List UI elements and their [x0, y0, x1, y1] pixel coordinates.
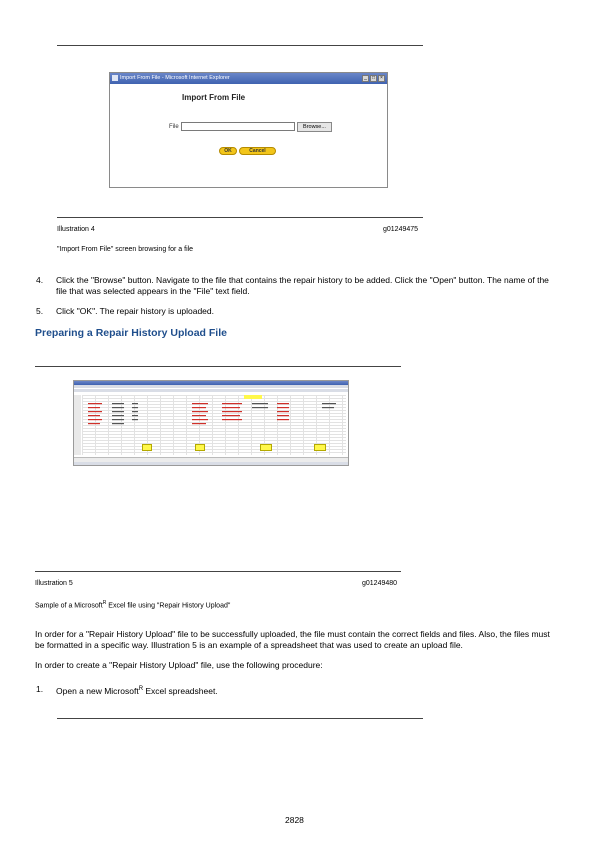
file-label: File	[169, 124, 179, 130]
top-rule	[57, 45, 423, 46]
maximize-icon[interactable]: □	[371, 75, 376, 81]
callout-highlight	[195, 444, 205, 451]
window-title: Import From File - Microsoft Internet Explorer	[120, 75, 230, 81]
import-from-file-window	[109, 72, 388, 188]
top-rule	[35, 366, 401, 367]
dialog-heading: Import From File	[182, 93, 246, 102]
step-text	[56, 684, 556, 697]
registered-mark: R	[102, 600, 107, 606]
step-item	[36, 306, 556, 317]
step-item	[36, 684, 556, 697]
paragraph: In order to create a "Repair History Upload" file, use the following procedure:	[35, 660, 323, 670]
registered-mark: R	[138, 686, 144, 692]
excel-toolbar	[74, 389, 348, 392]
caption-text: Excel file using "Repair History Upload"	[106, 602, 231, 610]
ok-button[interactable]: OK	[219, 147, 237, 155]
step-item	[36, 275, 556, 297]
illustration-id: g01249475	[383, 226, 419, 233]
illustration-caption: "Import From File" screen browsing for a file	[57, 246, 194, 253]
window-titlebar	[110, 73, 387, 84]
step-number: 1.	[36, 684, 44, 694]
excel-screenshot	[73, 380, 349, 466]
section-heading: Preparing a Repair History Upload File	[35, 327, 227, 339]
cancel-button[interactable]: Cancel	[239, 147, 276, 155]
excel-statusbar	[74, 462, 348, 465]
step-text-part: Excel spreadsheet.	[143, 685, 218, 696]
bottom-rule	[57, 718, 423, 719]
step-text: Click the "Browse" button. Navigate to the file that contains the repair history to be added. Click the "Open" button. The name of the file that was selected appears in the "File" text field.	[56, 275, 549, 296]
caption-rule	[35, 571, 401, 572]
step-text-part: Open a new Microsoft	[56, 685, 139, 696]
minimize-icon[interactable]: _	[362, 75, 369, 82]
file-input[interactable]	[181, 122, 295, 131]
callout-highlight	[260, 444, 272, 451]
illustration-id: g01249480	[362, 580, 398, 587]
window-controls	[362, 75, 385, 82]
step-number: 4.	[36, 275, 44, 285]
page-number: 2828	[285, 815, 304, 825]
illustration-caption	[35, 600, 230, 609]
step-text: Click "OK". The repair history is uploaded.	[56, 306, 215, 316]
step-number: 5.	[36, 306, 44, 316]
illustration-label: Illustration 4	[57, 226, 95, 233]
close-icon[interactable]: ×	[378, 75, 385, 82]
excel-row-headers	[74, 395, 81, 455]
ie-icon	[112, 75, 118, 81]
excel-menubar	[74, 385, 348, 388]
caption-text: Sample of a Microsoft	[35, 602, 103, 610]
paragraph: In order for a "Repair History Upload" file to be successfully uploaded, the file must contain the correct fields and files. Also, the files must be formatted in a specific way. Illustration 5 is an example of a spreadsheet that was used to create an upload file.	[35, 629, 550, 650]
excel-cell-text	[82, 399, 346, 443]
caption-rule	[57, 217, 423, 218]
callout-highlight	[314, 444, 326, 451]
illustration-label: Illustration 5	[35, 580, 73, 587]
callout-highlight	[142, 444, 152, 451]
browse-button[interactable]: Browse...	[297, 122, 332, 132]
